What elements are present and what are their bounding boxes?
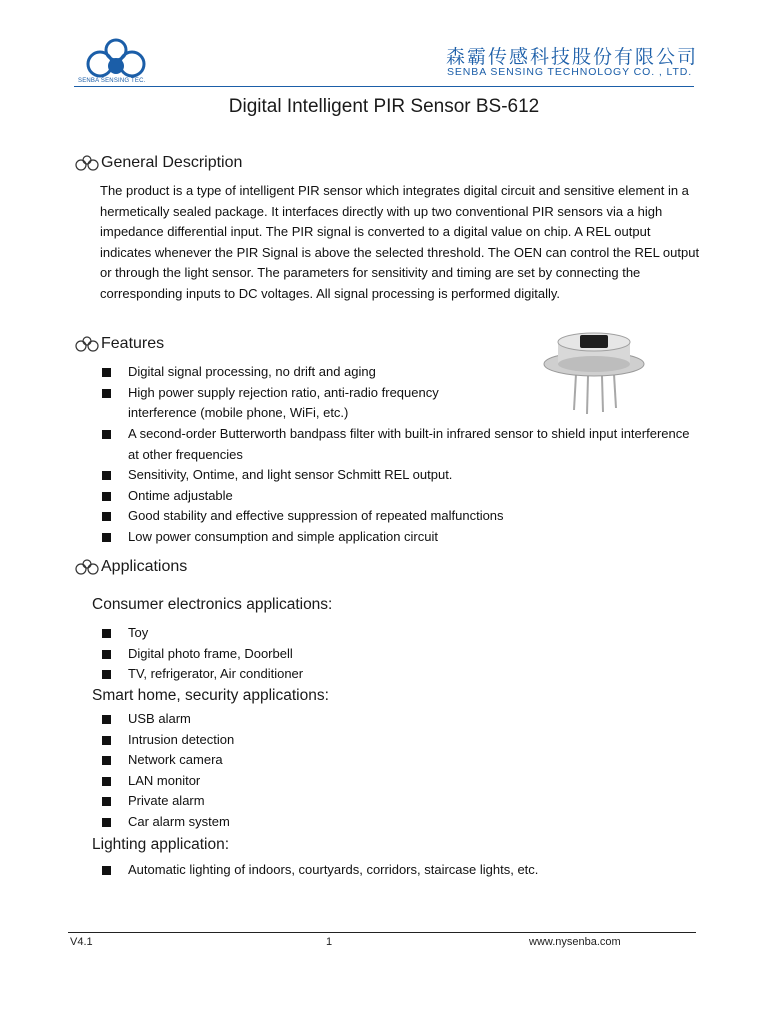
pir-sensor-product-image bbox=[536, 326, 666, 416]
list-item: Private alarm bbox=[100, 791, 700, 812]
list-item: Digital photo frame, Doorbell bbox=[100, 644, 700, 665]
section-heading-applications bbox=[74, 556, 187, 578]
footer-page-number: 1 bbox=[326, 936, 333, 948]
list-item: High power supply rejection ratio, anti-radio frequency interference (mobile phone, WiFi, etc.) bbox=[100, 383, 500, 424]
cloud-logo-icon bbox=[74, 155, 100, 171]
subheading-lighting: Lighting application: bbox=[92, 836, 230, 853]
cloud-logo-icon bbox=[74, 559, 100, 575]
list-item: Automatic lighting of indoors, courtyards, corridors, staircase lights, etc. bbox=[100, 860, 700, 881]
cloud-logo-icon bbox=[74, 336, 100, 352]
company-name-chinese: 森霸传感科技股份有限公司 bbox=[446, 46, 699, 68]
consumer-applications-list bbox=[100, 623, 700, 685]
list-item: Intrusion detection bbox=[100, 730, 700, 751]
section-heading-general bbox=[74, 152, 242, 174]
general-description-text: The product is a type of intelligent PIR sensor which integrates digital circuit and sensitive element in a hermetically sealed package. It interfaces directly with up two conventional PIR sensors via a high impedance differential input. The PIR signal is converted to a digital value on chip. A REL output indicates whenever the PIR Signal is above the selected threshold. The OEN can control the REL output or through the light sensor. The parameters for sensitivity and timing are set by connecting the corresponding inputs to DC voltages. All signal processing is performed digitally. bbox=[100, 183, 700, 301]
footer-version: V4.1 bbox=[70, 936, 93, 948]
features-list-top bbox=[100, 362, 500, 424]
list-item: USB alarm bbox=[100, 709, 700, 730]
footer-website: www.nysenba.com bbox=[529, 936, 621, 948]
section-heading-text: General Description bbox=[101, 154, 243, 171]
list-item: Ontime adjustable bbox=[100, 486, 700, 507]
company-name-english: SENBA SENSING TECHNOLOGY CO. , LTD. bbox=[447, 66, 693, 78]
section-heading-text: Features bbox=[101, 335, 165, 352]
smart-home-applications-list bbox=[100, 709, 700, 832]
list-item: Digital signal processing, no drift and aging bbox=[100, 362, 500, 383]
section-heading-text: Applications bbox=[101, 558, 188, 575]
list-item: Network camera bbox=[100, 750, 700, 771]
subheading-consumer: Consumer electronics applications: bbox=[92, 596, 333, 613]
list-item: LAN monitor bbox=[100, 771, 700, 792]
logo-text: SENBA SENSING TEC. bbox=[78, 78, 146, 84]
header-divider bbox=[74, 86, 694, 87]
list-item: Low power consumption and simple application circuit bbox=[100, 527, 700, 548]
list-item: A second-order Butterworth bandpass filter with built-in infrared sensor to shield input interference at other frequencies bbox=[100, 424, 700, 465]
list-item: Car alarm system bbox=[100, 812, 700, 833]
subheading-smart-home: Smart home, security applications: bbox=[92, 687, 329, 704]
list-item: Toy bbox=[100, 623, 700, 644]
lighting-applications-list bbox=[100, 860, 700, 881]
document-title: Digital Intelligent PIR Sensor BS-612 bbox=[228, 96, 540, 117]
list-item: Sensitivity, Ontime, and light sensor Schmitt REL output. bbox=[100, 465, 700, 486]
footer-divider bbox=[68, 932, 696, 933]
features-list-bottom bbox=[100, 424, 700, 547]
list-item: Good stability and effective suppression of repeated malfunctions bbox=[100, 506, 700, 527]
section-heading-features bbox=[74, 333, 164, 355]
list-item: TV, refrigerator, Air conditioner bbox=[100, 664, 700, 685]
